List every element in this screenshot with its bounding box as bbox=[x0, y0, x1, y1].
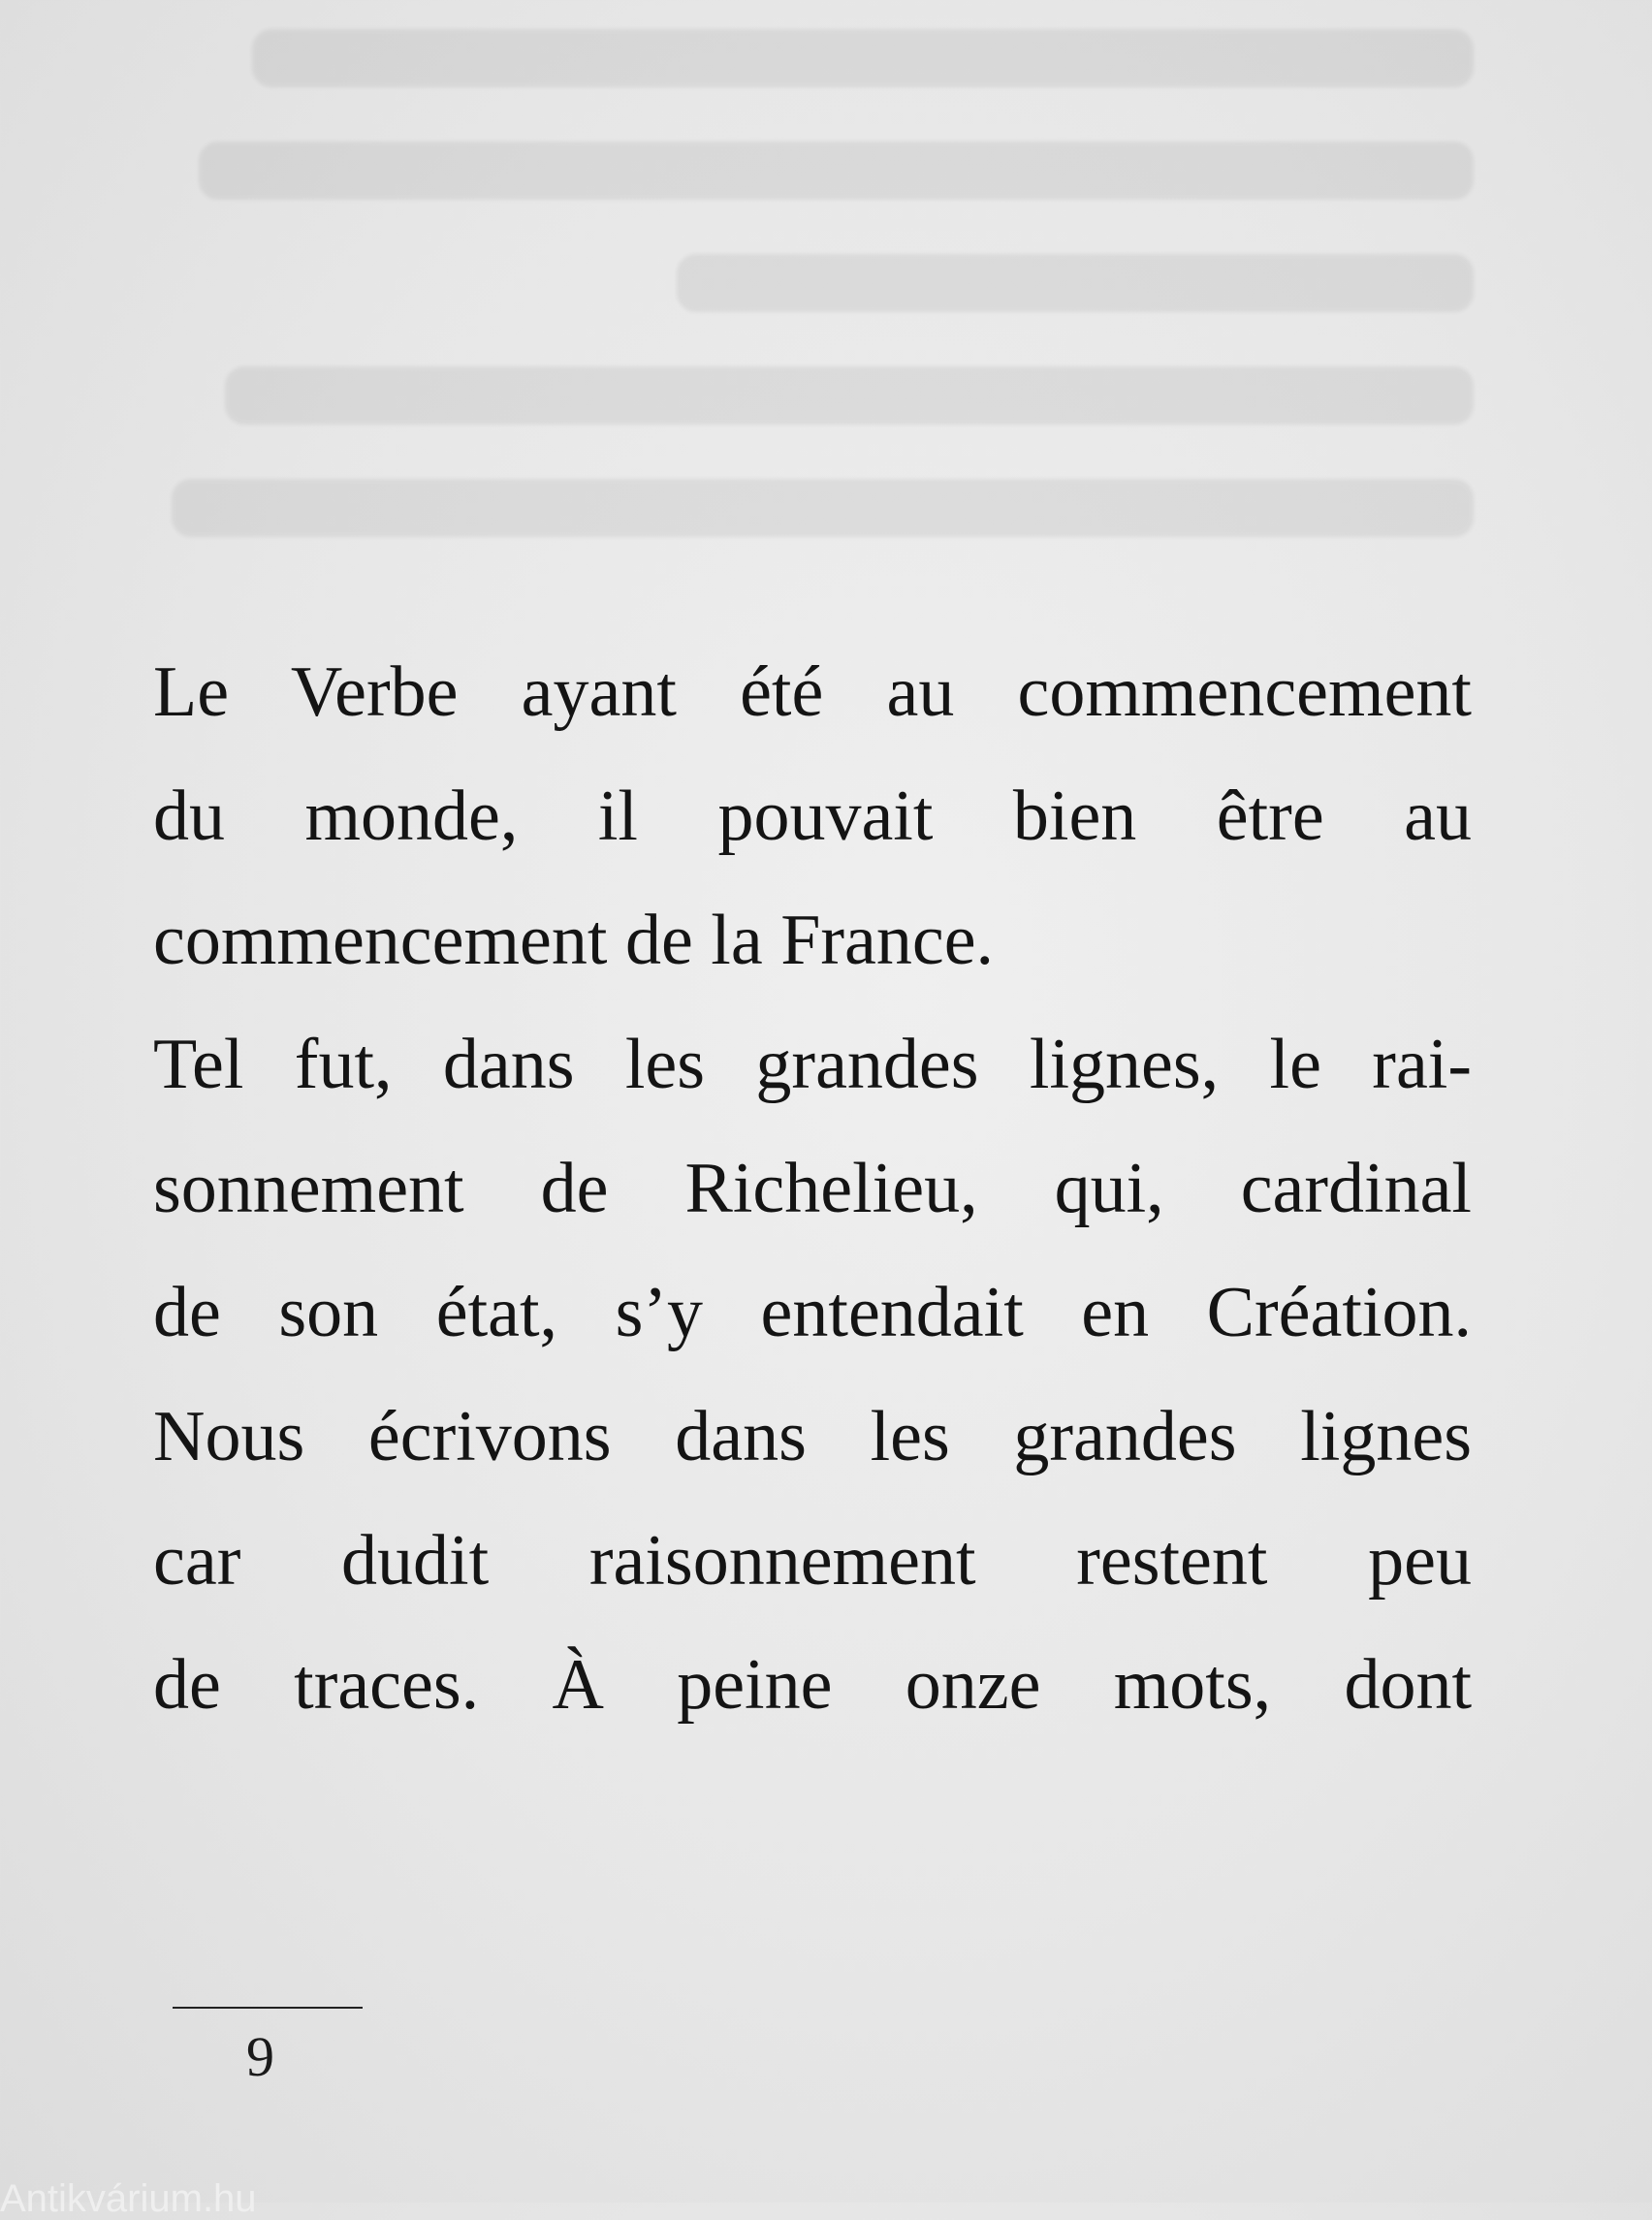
text-line: Le Verbe ayant été au commencement bbox=[153, 652, 1472, 732]
text-line: car dudit raisonnement restent peu bbox=[153, 1521, 1472, 1601]
text-line: Nous écrivons dans les grandes lignes bbox=[153, 1397, 1472, 1476]
body-text bbox=[153, 630, 1472, 1747]
page-footer bbox=[173, 2007, 363, 2088]
text-line: de traces. À peine onze mots, dont bbox=[153, 1645, 1472, 1725]
text-line: Tel fut, dans les grandes lignes, le rai- bbox=[153, 1025, 1472, 1104]
text-line: de son état, s’y entendait en Création. bbox=[153, 1273, 1472, 1352]
page-number: 9 bbox=[246, 2025, 274, 2088]
footer-rule bbox=[173, 2007, 363, 2009]
watermark: Antikvárium.hu bbox=[0, 2177, 257, 2220]
text-line: sonnement de Richelieu, qui, cardinal bbox=[153, 1149, 1472, 1228]
text-line: du monde, il pouvait bien être au bbox=[153, 777, 1472, 856]
text-line: commencement de la France. bbox=[153, 901, 995, 980]
reverse-page-show-through bbox=[145, 29, 1474, 591]
